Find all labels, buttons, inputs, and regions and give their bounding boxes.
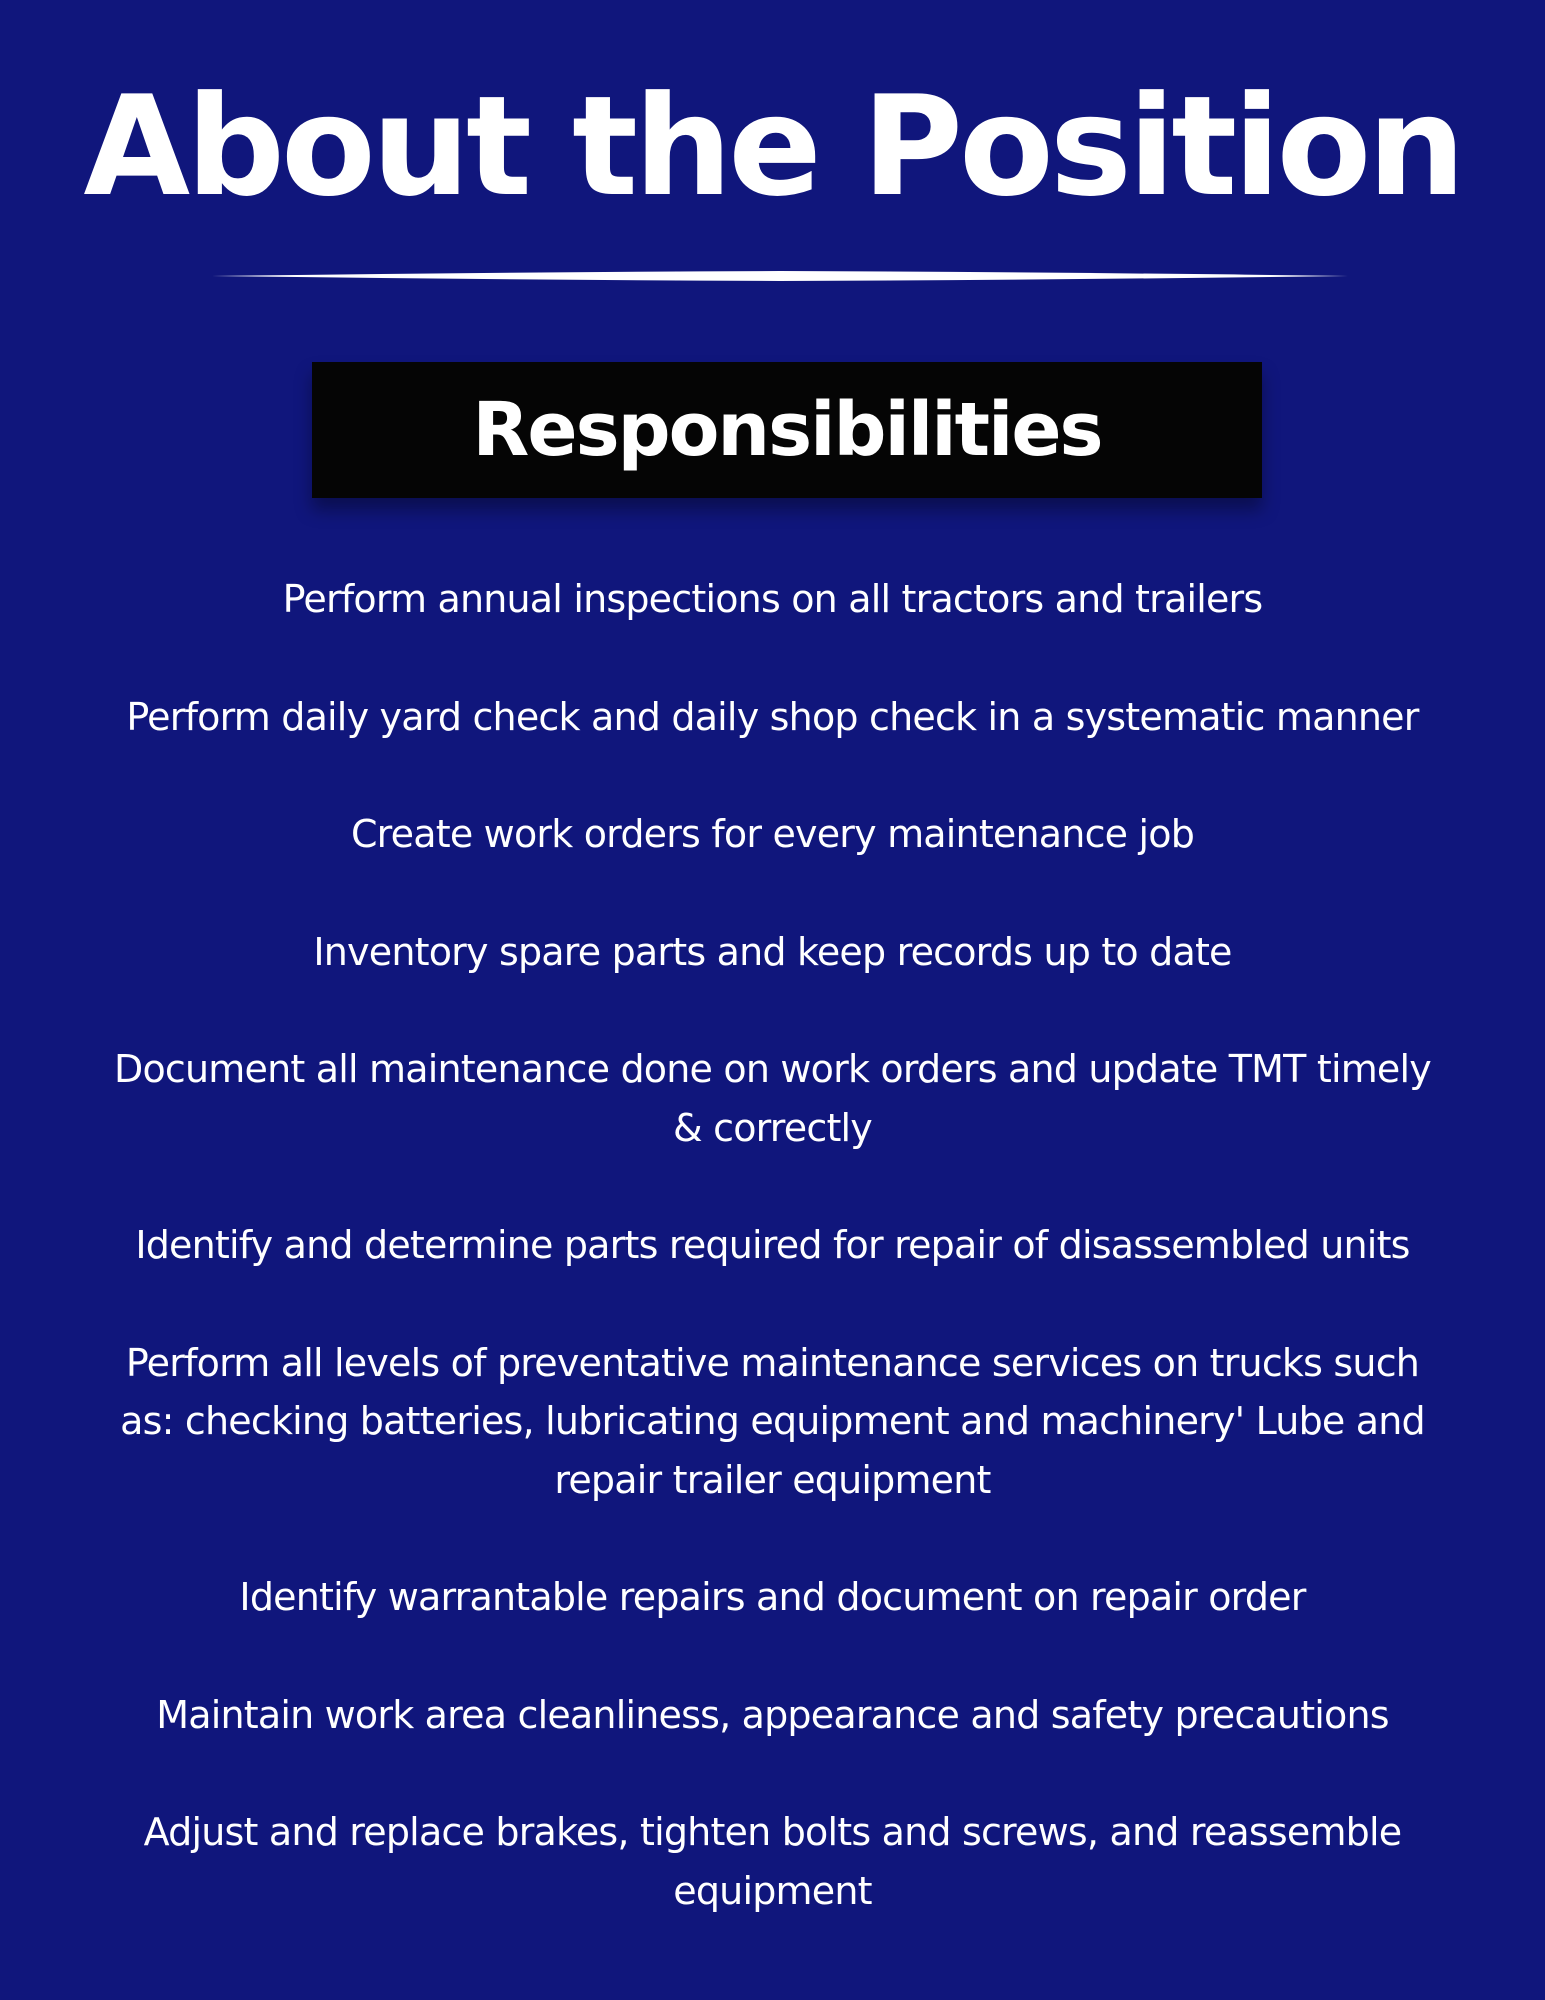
title-divider xyxy=(212,270,1348,282)
responsibilities-heading-box xyxy=(312,362,1262,498)
section-heading: Responsibilities xyxy=(472,387,1102,473)
list-item: Identify and determine parts required for repair of disassembled units xyxy=(135,1223,1410,1267)
list-item: Perform all levels of preventative maintenance services on trucks such as: checking batteries, lubricating equipment and machinery' Lube and repair trailer equipment xyxy=(120,1340,1425,1502)
list-item: Perform daily yard check and daily shop check in a systematic manner xyxy=(126,694,1419,739)
list-item: Perform annual inspections on all tractors and trailers xyxy=(282,577,1263,621)
list-item: Create work orders for every maintenance job xyxy=(350,812,1195,856)
list-item: Maintain work area cleanliness, appearance and safety precautions xyxy=(156,1692,1389,1737)
page-title: About the Position xyxy=(83,66,1462,227)
list-item: Adjust and replace brakes, tighten bolts and screws, and reassemble equipment xyxy=(143,1810,1402,1913)
list-item: Identify warrantable repairs and document on repair order xyxy=(239,1575,1306,1619)
list-item: Document all maintenance done on work orders and update TMT timely & correctly xyxy=(114,1047,1431,1150)
responsibilities-list xyxy=(95,570,1450,1979)
list-item: Inventory spare parts and keep records up to date xyxy=(313,929,1232,974)
